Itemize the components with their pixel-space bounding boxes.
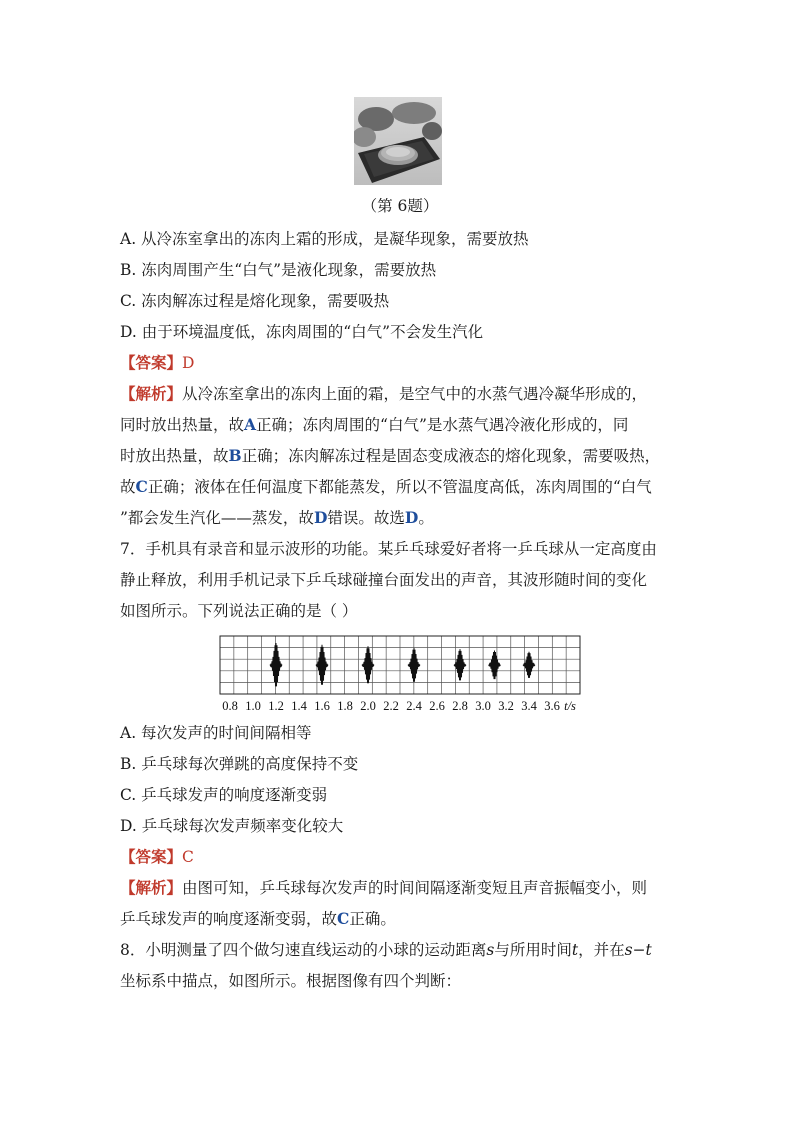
math-var: t xyxy=(571,941,579,959)
q8-stem-line-2: 坐标系中描点，如图所示。根据图像有四个判断： xyxy=(120,972,462,990)
axis-tick-label: 2.4 xyxy=(406,699,422,713)
q7-stem-line-3: 如图所示。下列说法正确的是（ ） xyxy=(120,602,358,620)
axis-tick-label: 1.0 xyxy=(245,699,261,713)
analysis-text: 由图可知，乒乓球每次发声的时间间隔逐渐变短且声音振幅变小，则 xyxy=(182,879,648,897)
q6-option-c: C. 冻肉解冻过程是熔化现象，需要吸热 xyxy=(120,292,390,310)
analysis-label: 【解析】 xyxy=(120,384,183,403)
option-ref: D xyxy=(404,508,419,527)
q7-option-c: C. 乒乓球发声的响度逐渐变弱 xyxy=(120,786,328,804)
option-ref: A xyxy=(244,415,257,434)
figure-caption: （第 6题） xyxy=(361,197,439,215)
axis-tick-label: 1.8 xyxy=(337,699,353,713)
q7-option-a: A. 每次发声的时间间隔相等 xyxy=(120,724,312,742)
axis-tick-label: 0.8 xyxy=(222,699,238,713)
q6-analysis-line-5 xyxy=(120,507,680,529)
stem-text: ，并在 xyxy=(578,941,625,959)
q7-option-b: B. 乒乓球每次弹跳的高度保持不变 xyxy=(120,755,359,773)
answer-value: D xyxy=(182,354,195,372)
sound-pulse xyxy=(489,650,501,679)
sound-pulse xyxy=(408,648,420,682)
axis-tick-label: 3.0 xyxy=(475,699,491,713)
answer-label: 【答案】 xyxy=(120,847,183,866)
axis-tick-label: 1.2 xyxy=(268,699,284,713)
analysis-text: ”都会发生汽化——蒸发，故 xyxy=(120,509,314,527)
analysis-text: 错误。故选 xyxy=(327,509,405,527)
q7-analysis-line-1 xyxy=(120,877,680,899)
sound-pulse xyxy=(270,643,282,686)
axis-tick-label: 2.2 xyxy=(383,699,399,713)
sound-pulse xyxy=(454,649,466,680)
q7-option-d: D. 乒乓球每次发声频率变化较大 xyxy=(120,817,344,835)
axis-tick-label: 3.6 xyxy=(544,699,560,713)
analysis-text: 从冷冻室拿出的冻肉上面的霜，是空气中的水蒸气遇冷凝华形成的， xyxy=(182,385,648,403)
q6-analysis-line-1 xyxy=(120,383,680,405)
axis-unit-label: t/s xyxy=(564,699,576,713)
axis-tick-label: 3.2 xyxy=(498,699,514,713)
q8-stem-line-1 xyxy=(120,939,680,961)
q7-analysis-line-2 xyxy=(120,908,680,930)
q6-option-d: D. 由于环境温度低，冻肉周围的“白气”不会发生汽化 xyxy=(120,323,484,341)
option-ref: D xyxy=(313,508,328,527)
q7-stem-line-1: 7．手机具有录音和显示波形的功能。某乒乓球爱好者将一乒乓球从一定高度由 xyxy=(120,540,657,558)
analysis-text: 正确；冻肉解冻过程是固态变成液态的熔化现象，需要吸热， xyxy=(241,447,661,465)
axis-tick-label: 1.4 xyxy=(291,699,307,713)
q6-analysis-line-3 xyxy=(120,445,680,467)
analysis-text: 故 xyxy=(120,478,136,496)
q7-stem-line-2: 静止释放，利用手机记录下乒乓球碰撞台面发出的声音，其波形随时间的变化 xyxy=(120,571,648,589)
answer-label: 【答案】 xyxy=(120,353,183,372)
frozen-meat-photo xyxy=(354,97,442,185)
option-ref: C xyxy=(135,477,148,496)
math-var: s−t xyxy=(624,941,652,959)
q6-answer xyxy=(120,352,680,374)
axis-tick-label: 2.0 xyxy=(360,699,376,713)
q6-analysis-line-2 xyxy=(120,414,680,436)
stem-text: 8．小明测量了四个做匀速直线运动的小球的运动距离 xyxy=(120,941,487,959)
axis-tick-label: 1.6 xyxy=(314,699,330,713)
axis-tick-label: 2.8 xyxy=(452,699,468,713)
analysis-text: 。 xyxy=(418,509,434,527)
q6-analysis-line-4 xyxy=(120,476,680,498)
q6-option-a: A. 从冷冻室拿出的冻肉上霜的形成，是凝华现象，需要放热 xyxy=(120,230,529,248)
math-var: s xyxy=(486,941,495,959)
option-ref: C xyxy=(337,909,350,928)
axis-tick-label: 3.4 xyxy=(521,699,537,713)
analysis-text: 正确。 xyxy=(349,910,396,928)
analysis-text: 同时放出热量，故 xyxy=(120,416,245,434)
analysis-text: 正确；冻肉周围的“白气”是水蒸气遇冷液化形成的，同 xyxy=(256,416,629,434)
analysis-text: 时放出热量，故 xyxy=(120,447,229,465)
q6-option-b: B. 冻肉周围产生“白气”是液化现象，需要放热 xyxy=(120,261,437,279)
stem-text: 与所用时间 xyxy=(494,941,572,959)
answer-value: C xyxy=(182,848,194,866)
analysis-text: 正确；液体在任何温度下都能蒸发，所以不管温度高低，冻肉周围的“白气 xyxy=(147,478,652,496)
sound-pulse xyxy=(316,645,328,685)
sound-waveform-chart xyxy=(218,634,582,714)
analysis-label: 【解析】 xyxy=(120,878,183,897)
analysis-text: 乒乓球发声的响度逐渐变弱，故 xyxy=(120,910,338,928)
axis-tick-label: 2.6 xyxy=(429,699,445,713)
q7-answer xyxy=(120,846,680,868)
option-ref: B xyxy=(228,446,242,465)
